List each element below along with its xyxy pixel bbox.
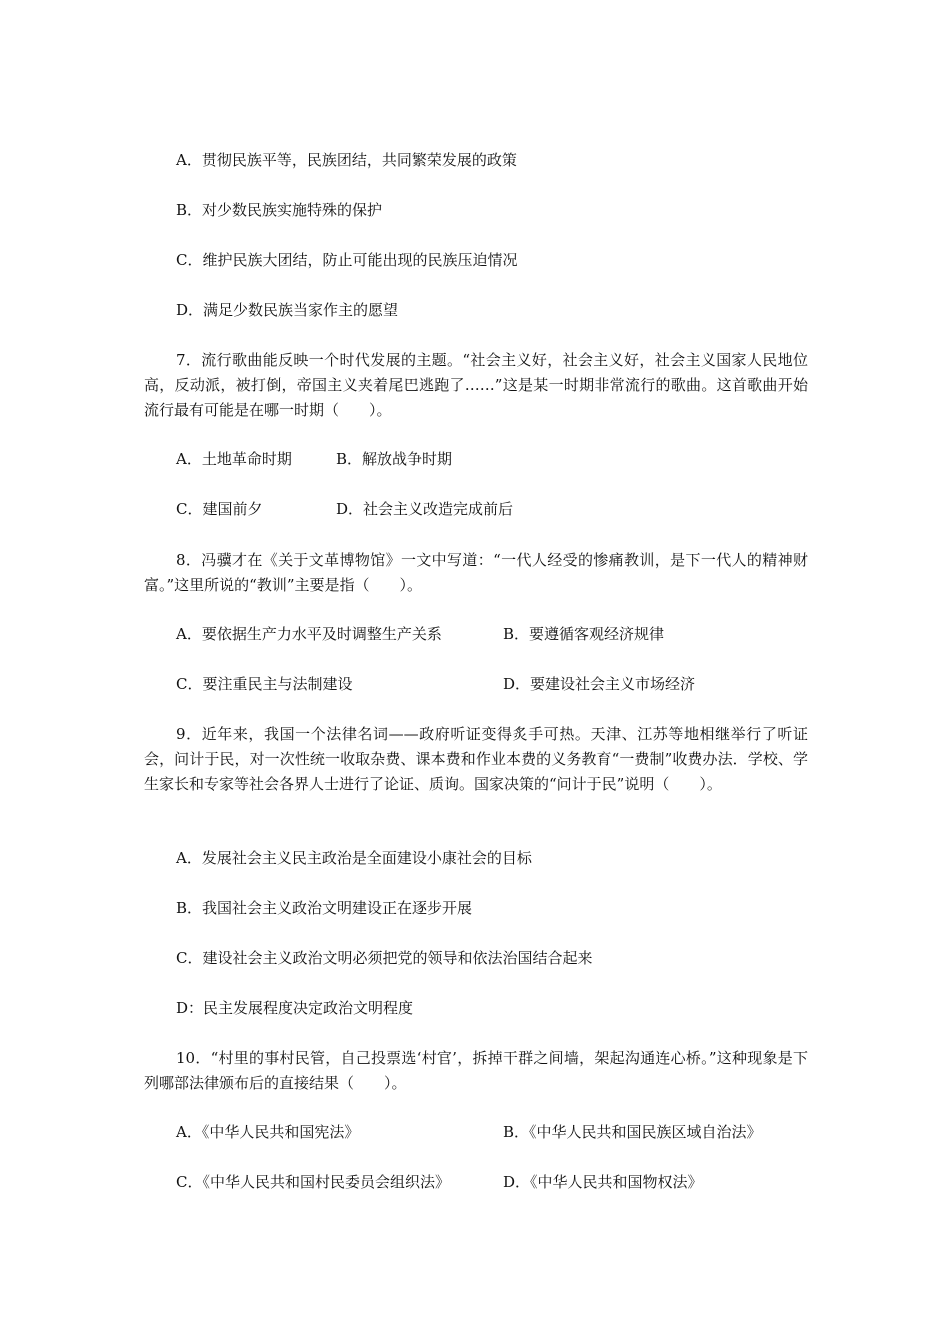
q7-options-row-1: [176, 449, 830, 469]
q8-option-b: B．要遵循客观经济规律: [503, 625, 665, 643]
q9-option-a: A．发展社会主义民主政治是全面建设小康社会的目标: [176, 849, 532, 867]
q7-option-a: A．土地革命时期: [176, 450, 292, 468]
q6-option-b: B．对少数民族实施特殊的保护: [176, 201, 383, 219]
q8-stem: 8．冯骥才在《关于文革博物馆》一文中写道：“一代人经受的惨痛教训，是下一代人的精神财富。”这里所说的“教训”主要是指（ ）。: [144, 551, 808, 594]
q7-option-d: D．社会主义改造完成前后: [336, 500, 514, 518]
q6-option-a: A．贯彻民族平等，民族团结，共同繁荣发展的政策: [176, 151, 517, 169]
q6-option-c: C．维护民族大团结，防止可能出现的民族压迫情况: [176, 251, 518, 269]
q8-options-row-2: [176, 674, 830, 694]
q9-option-d: D：民主发展程度决定政治文明程度: [176, 999, 414, 1017]
q10-stem: 10．“村里的事村民管，自己投票选‘村官’，拆掉干群之间墙，架起沟通连心桥。”这种现象是下列哪部法律颁布后的直接结果（ ）。: [144, 1049, 808, 1092]
q10-options-row-2: [176, 1172, 830, 1192]
q7-options-row-2: [176, 499, 830, 519]
q8-option-d: D．要建设社会主义市场经济: [503, 675, 696, 693]
q10-option-b: B．《中华人民共和国民族区域自治法》: [503, 1123, 762, 1141]
q7-option-c: C．建国前夕: [176, 500, 263, 518]
q7-stem: 7．流行歌曲能反映一个时代发展的主题。“社会主义好，社会主义好，社会主义国家人民地位高，反动派，被打倒，帝国主义夹着尾巴逃跑了……”这是某一时期非常流行的歌曲。这首歌曲开始流行最有可能是在哪一时期（ ）。: [144, 351, 808, 419]
q8-option-c: C．要注重民主与法制建设: [176, 675, 353, 693]
q6-option-d: D．满足少数民族当家作主的愿望: [176, 301, 399, 319]
q10-option-c: C．《中华人民共和国村民委员会组织法》: [176, 1173, 450, 1191]
q9-option-b: B．我国社会主义政治文明建设正在逐步开展: [176, 899, 473, 917]
q8-option-a: A．要依据生产力水平及时调整生产关系: [176, 625, 442, 643]
q7-option-b: B．解放战争时期: [336, 450, 453, 468]
q9-stem: 9．近年来，我国一个法律名词——政府听证变得炙手可热。天津、江苏等地相继举行了听证会，问计于民，对一次性统一收取杂费、课本费和作业本费的义务教育“一费制”收费办法．学校、学生家长和专家等社会各界人士进行了论证、质询。国家决策的“问计于民”说明（ ）。: [144, 725, 808, 793]
q8-options-row-1: [176, 624, 830, 644]
q10-option-a: A．《中华人民共和国宪法》: [176, 1123, 360, 1141]
q9-option-c: C．建设社会主义政治文明必须把党的领导和依法治国结合起来: [176, 949, 593, 967]
q10-option-d: D．《中华人民共和国物权法》: [503, 1173, 703, 1191]
q10-options-row-1: [176, 1122, 830, 1142]
